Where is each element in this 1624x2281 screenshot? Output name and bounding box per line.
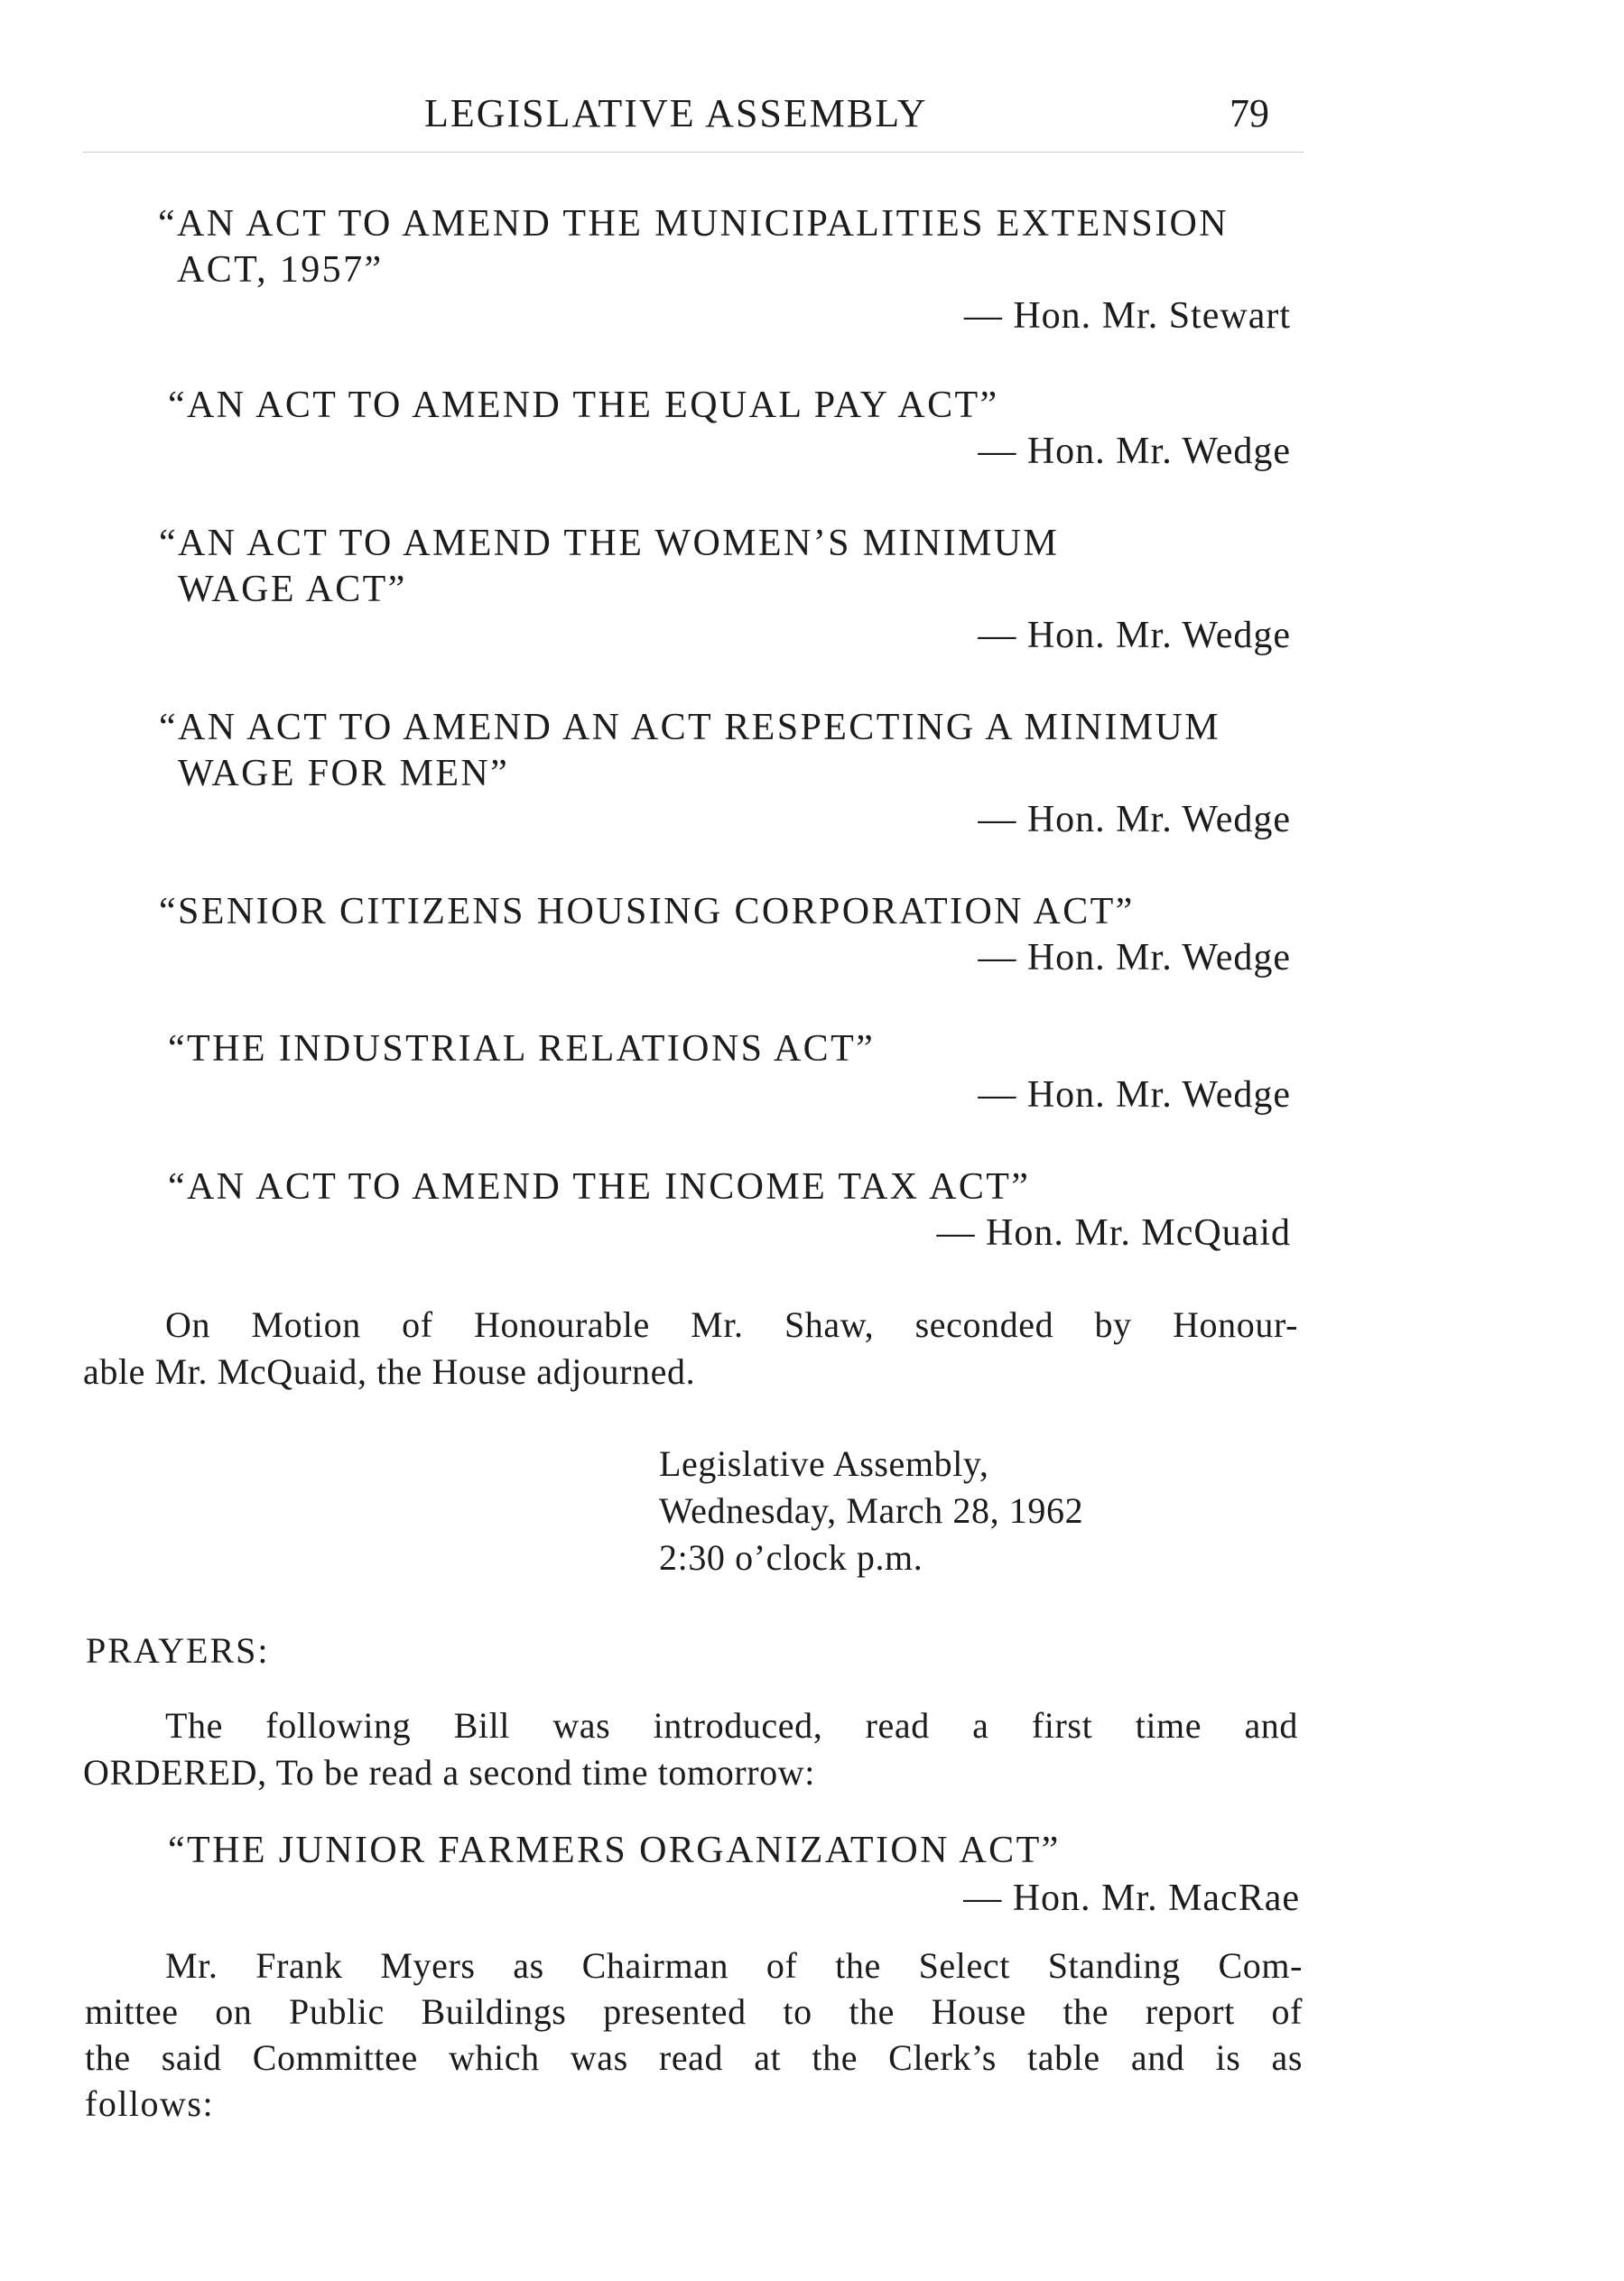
- bill-sponsor: — Hon. Mr. Wedge: [978, 937, 1291, 978]
- bill-title-line: “AN ACT TO AMEND THE INCOME TAX ACT”: [168, 1166, 1031, 1208]
- motion-line: able Mr. McQuaid, the House adjourned.: [83, 1351, 696, 1392]
- running-header-title: LEGISLATIVE ASSEMBLY: [424, 91, 928, 135]
- introduction-line: ORDERED, To be read a second time tomorrow:: [83, 1752, 815, 1793]
- motion-line: On Motion of Honourable Mr. Shaw, seconded by Honour-: [165, 1304, 1298, 1345]
- bill-title-line: WAGE FOR MEN”: [178, 753, 510, 794]
- bill-sponsor: — Hon. Mr. McQuaid: [936, 1212, 1291, 1254]
- bill-title-line: “AN ACT TO AMEND AN ACT RESPECTING A MINIMUM: [159, 707, 1220, 748]
- report-line: follows:: [85, 2083, 215, 2124]
- bill-title-line: “THE INDUSTRIAL RELATIONS ACT”: [168, 1028, 876, 1070]
- introduction-line: The following Bill was introduced, read a first time and: [165, 1705, 1298, 1746]
- header-rule: [83, 152, 1304, 153]
- report-line: the said Committee which was read at the Clerk’s table and is as: [85, 2037, 1303, 2078]
- bill-title-line: “AN ACT TO AMEND THE EQUAL PAY ACT”: [168, 385, 999, 426]
- bill-sponsor: — Hon. Mr. Wedge: [978, 431, 1291, 472]
- bill-sponsor: — Hon. Mr. Wedge: [978, 799, 1291, 840]
- bill-sponsor: — Hon. Mr. Wedge: [978, 615, 1291, 656]
- page-number: 79: [1230, 91, 1269, 135]
- bill-title-line: WAGE ACT”: [178, 569, 407, 610]
- bill-title-line: “SENIOR CITIZENS HOUSING CORPORATION ACT”: [159, 891, 1135, 932]
- bill-title-line: ACT, 1957”: [177, 249, 384, 291]
- sitting-date: Wednesday, March 28, 1962: [659, 1490, 1084, 1531]
- prayers-heading: PRAYERS:: [86, 1630, 270, 1671]
- bill-title-line: “AN ACT TO AMEND THE MUNICIPALITIES EXTENSION: [158, 203, 1230, 245]
- sitting-place: Legislative Assembly,: [659, 1443, 989, 1484]
- bill-title-line: “THE JUNIOR FARMERS ORGANIZATION ACT”: [168, 1830, 1061, 1871]
- bill-title-line: “AN ACT TO AMEND THE WOMEN’S MINIMUM: [159, 523, 1060, 564]
- bill-sponsor: — Hon. Mr. MacRae: [963, 1878, 1300, 1919]
- report-line: mittee on Public Buildings presented to the House the report of: [85, 1991, 1303, 2032]
- report-line: Mr. Frank Myers as Chairman of the Select Standing Com-: [165, 1945, 1303, 1986]
- bill-sponsor: — Hon. Mr. Stewart: [963, 295, 1291, 337]
- sitting-time: 2:30 o’clock p.m.: [659, 1537, 923, 1578]
- bill-sponsor: — Hon. Mr. Wedge: [978, 1074, 1291, 1116]
